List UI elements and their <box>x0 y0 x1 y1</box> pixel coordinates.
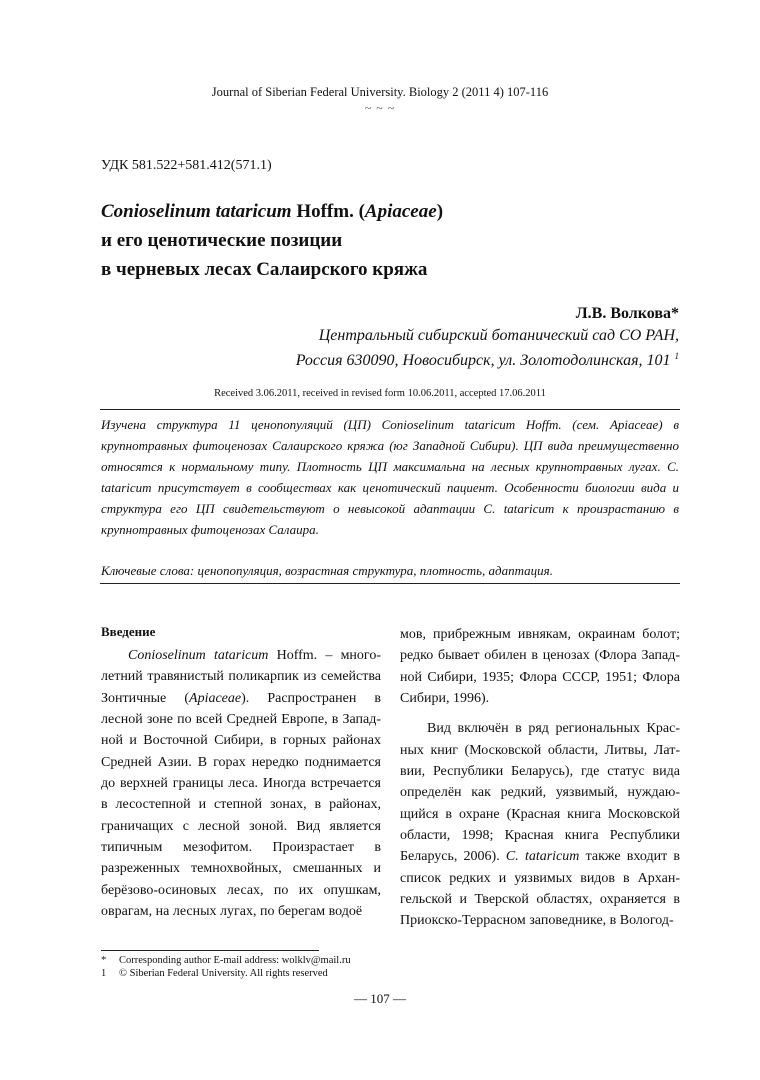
title-family: Apiaceae <box>364 201 437 222</box>
body-column-right <box>400 624 680 932</box>
affiliation-footnote-mark: 1 <box>674 351 679 361</box>
author-name: Л.В. Волкова* <box>575 305 679 322</box>
affiliation-line-1: Центральный сибирский ботанический сад СО РАН, <box>318 327 679 344</box>
journal-header: Journal of Siberian Federal University. Biology 2 (2011 4) 107-116 <box>211 85 549 99</box>
title-authority: Hoffm. ( <box>291 201 365 222</box>
title-line-2: и его ценотические позиции <box>101 230 343 251</box>
affiliation-line-2: Россия 630090, Новосибирск, ул. Золотодолинская, 101 $^1$ <box>295 351 679 369</box>
udk-code: УДК 581.522+581.412(571.1) <box>101 158 272 173</box>
page-number: — 107 — <box>354 991 406 1006</box>
body-paragraph-1-continued: мов, прибрежным ивнякам, окраинам болот; редко бывает обилен в ценозах (Флора Западной Сибири, 1935; Флора СССР, 1951; Флора Сибири, 1996). <box>400 627 680 707</box>
section-heading-introduction: Введение <box>101 624 156 639</box>
body-paragraph-1: Conioselinum tataricum Hoffm. – многолетний травянистый поликарпик из семейства Зонтичные (Apiaceae). Распространен в лесной зоне по всей Средней Европе, в Западной и Восточной Сибири, в горных районах Средней Азии. В горах нередко поднимается до верхней границы леса. Иногда встречается в лесостепной и степной зонах, в районах, граничащих с лесной зоной. Вид является типичным мезофитом. Произрастает в разреженных темнохвойных, смешанных и берёзово-осиновых лесах, по их опушкам, оврагам, на лесных лугах, по берегам водоё <box>101 648 381 920</box>
title-species: Conioselinum tataricum <box>101 201 292 222</box>
title-close: ) <box>436 201 444 222</box>
received-dates: Received 3.06.2011, received in revised form 10.06.2011, accepted 17.06.2011 <box>214 388 546 399</box>
body-paragraph-2: Вид включён в ряд региональных Красных книг (Московской области, Литвы, Латвии, Республики Беларусь), где статус вида определён как редкий, уязвимый, нуждающийся в охране (Красная книга Московской области, 1998; Красная книга Республики Беларусь, 2006). C. tataricum также входит в список редких и уязвимых видов в Архангельской и Тверской областях, охраняется в Приокско-Террасном заповеднике, в Вологод- <box>400 721 681 929</box>
footnote-copyright: 1 © Siberian Federal University. All rights reserved <box>101 968 328 979</box>
abstract-text: Изучена структура 11 ценопопуляций (ЦП) Conioselinum tataricum Hoffm. (сем. Apiaceae) в крупнотравных фитоценозах Салаирского кряжа (юг Западной Сибири). ЦП вида преимущественно относятся к нормальному типу. Плотность ЦП максимальна на лесных крупнотравных лугах. C. tataricum присутствует в сообществах как ценотический пациент. Особенности биологии вида и структура его ЦП свидетельствуют о невысокой адаптации C. tataricum к произрастанию в крупнотравных фитоценозах Салаира. <box>101 417 679 537</box>
abstract-top-rule <box>100 409 680 410</box>
affiliation <box>296 325 679 371</box>
body-column-left <box>101 645 381 922</box>
title-line-3: в черневых лесах Салаирского кряжа <box>101 259 428 280</box>
keywords: Ключевые слова: ценопопуляция, возрастная структура, плотность, адаптация. <box>101 563 553 578</box>
header-ornament: ~ ~ ~ <box>364 101 396 115</box>
footnote-rule <box>101 950 319 951</box>
title-line-1 <box>101 197 443 226</box>
abstract-bottom-rule <box>100 583 680 584</box>
article-title <box>101 197 443 284</box>
footnote-corresponding-author: * Corresponding author E-mail address: wolklv@mail.ru <box>101 955 351 966</box>
